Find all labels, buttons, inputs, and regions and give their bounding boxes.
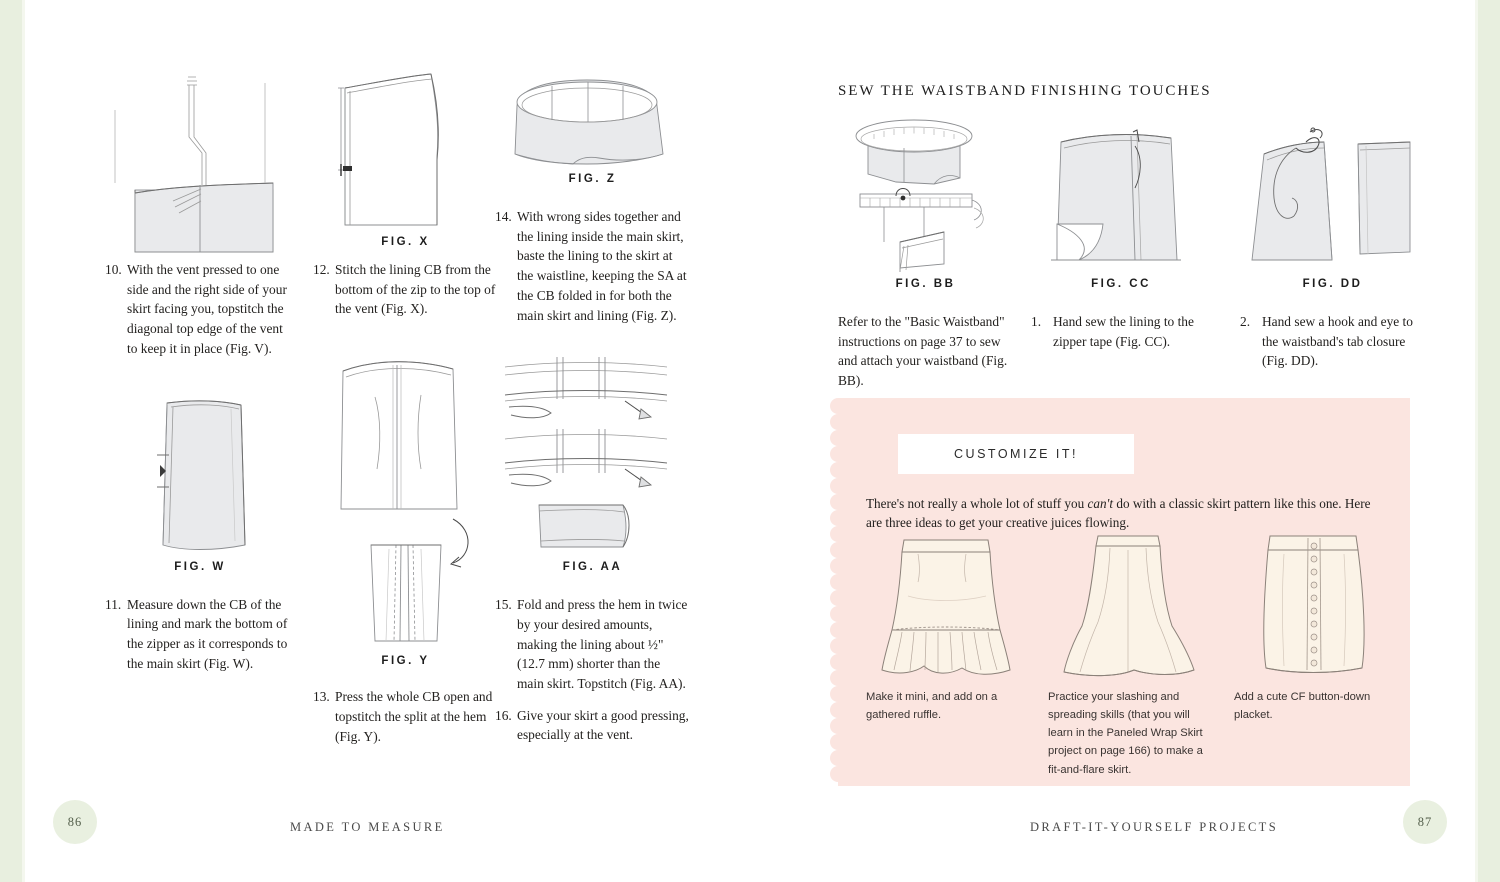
left-column-1 <box>105 75 295 673</box>
fit-and-flare-skirt-caption: Practice your slashing and spreading skills (that you will learn in the Paneled Wrap Skirt project on page 166) to make a fit-and-flare skirt. <box>1048 691 1203 776</box>
fit-and-flare-skirt-illustration <box>1048 526 1208 678</box>
figure-cc-illustration <box>1031 112 1211 272</box>
step-14-text: With wrong sides together and the lining inside the main skirt, baste the lining to the skirt at the waistline, keeping the SA at the CB folded in for both the main skirt and lining (Fig. Z). <box>517 209 687 323</box>
left-column-2 <box>313 60 498 746</box>
step-10 <box>105 260 295 359</box>
step-12 <box>313 260 498 319</box>
step-15 <box>495 595 690 694</box>
left-page <box>25 0 750 882</box>
figure-x-illustration <box>313 60 498 230</box>
step-11 <box>105 595 295 674</box>
page-number-right <box>1403 800 1447 844</box>
figure-dd-caption: FIG. DD <box>1302 278 1363 290</box>
figure-bb-illustration <box>838 112 1013 272</box>
customize-intro-part-2: do with a classic skirt pattern like this one. Here are three ideas to get your creative juices flowing. <box>866 496 1371 531</box>
step-16-text: Give your skirt a good pressing, especially at the vent. <box>517 707 689 743</box>
step-16-number: 16. <box>495 707 512 723</box>
left-column-3 <box>495 72 690 745</box>
figure-z-caption: FIG. Z <box>568 173 617 185</box>
figure-w-illustration <box>105 395 295 555</box>
step-10-text: With the vent pressed to one side and the right side of your skirt facing you, topstitch the diagonal top edge of the vent to keep it in place (Fig. V). <box>127 262 287 356</box>
section-heading-sew-the-waistband: SEW THE WAISTBAND <box>838 83 1027 99</box>
right-column-3 <box>1240 112 1425 371</box>
right-column-2 <box>1031 112 1211 351</box>
figure-y-caption: FIG. Y <box>381 655 430 668</box>
figure-v-illustration <box>105 75 295 230</box>
step-16 <box>495 706 690 745</box>
variant-button-down-skirt <box>1234 526 1394 724</box>
figure-aa-caption: FIG. AA <box>562 561 623 574</box>
page-number-left <box>53 800 97 844</box>
page-number-left-value: 86 <box>67 814 83 829</box>
step-15-number: 15. <box>495 597 512 613</box>
finishing-step-2-text: Hand sew a hook and eye to the waistband's tab closure (Fig. DD). <box>1262 314 1413 369</box>
ruffle-skirt-illustration <box>866 526 1026 678</box>
finishing-step-1 <box>1031 312 1211 351</box>
step-14-number: 14. <box>495 209 512 224</box>
figure-y-illustration <box>313 349 498 649</box>
figure-z-illustration <box>495 72 690 167</box>
customize-it-box <box>838 398 1410 786</box>
finishing-step-1-text: Hand sew the lining to the zipper tape (Fig. CC). <box>1053 314 1194 349</box>
figure-dd-illustration <box>1240 112 1425 272</box>
finishing-step-1-number: 1. <box>1031 314 1042 329</box>
step-11-text: Measure down the CB of the lining and mark the bottom of the zipper as it corresponds to the main skirt (Fig. W). <box>127 596 288 671</box>
step-15-text: Fold and press the hem in twice by your desired amounts, making the lining about ½" (12.7 mm) shorter than the main skirt. Topstitch (Fig. AA). <box>517 597 688 692</box>
figure-aa-illustration <box>495 355 690 555</box>
figure-cc-caption: FIG. CC <box>1091 278 1151 290</box>
step-12-number: 12. <box>313 262 330 277</box>
button-down-skirt-caption: Add a cute CF button-down placket. <box>1234 691 1371 722</box>
button-down-skirt-illustration <box>1234 526 1394 678</box>
figure-w-caption: FIG. W <box>174 560 226 573</box>
step-13 <box>313 687 498 746</box>
page-number-right-value: 87 <box>1417 814 1433 829</box>
variant-ruffle-skirt <box>866 526 1026 724</box>
waistband-body-text: Refer to the "Basic Waistband" instructions on page 37 to sew and attach your waistband (Fig. BB). <box>838 314 1008 389</box>
step-13-number: 13. <box>313 689 330 705</box>
step-10-number: 10. <box>105 262 122 277</box>
scallop-edge-left <box>829 398 839 786</box>
customize-it-title: CUSTOMIZE IT! <box>898 434 1134 474</box>
customize-intro-emphasis: can't <box>1087 496 1114 511</box>
step-12-text: Stitch the lining CB from the bottom of the zip to the top of the vent (Fig. X). <box>335 262 496 317</box>
section-heading-finishing-touches: FINISHING TOUCHES <box>1031 83 1212 99</box>
step-14 <box>495 207 690 325</box>
right-column-1 <box>838 112 1013 391</box>
figure-bb-caption: FIG. BB <box>895 278 956 290</box>
running-head-right: DRAFT-IT-YOURSELF PROJECTS <box>1030 820 1279 834</box>
finishing-step-2-number: 2. <box>1240 314 1251 329</box>
variant-fit-and-flare-skirt <box>1048 526 1208 779</box>
figure-x-caption: FIG. X <box>381 236 430 248</box>
step-13-text: Press the whole CB open and topstitch the split at the hem (Fig. Y). <box>335 689 493 744</box>
running-head-left: MADE TO MEASURE <box>290 820 445 834</box>
step-11-number: 11. <box>105 596 122 612</box>
ruffle-skirt-caption: Make it mini, and add on a gathered ruffle. <box>866 691 998 722</box>
finishing-step-2 <box>1240 312 1425 371</box>
customize-intro-part-1: There's not really a whole lot of stuff you <box>866 496 1088 511</box>
